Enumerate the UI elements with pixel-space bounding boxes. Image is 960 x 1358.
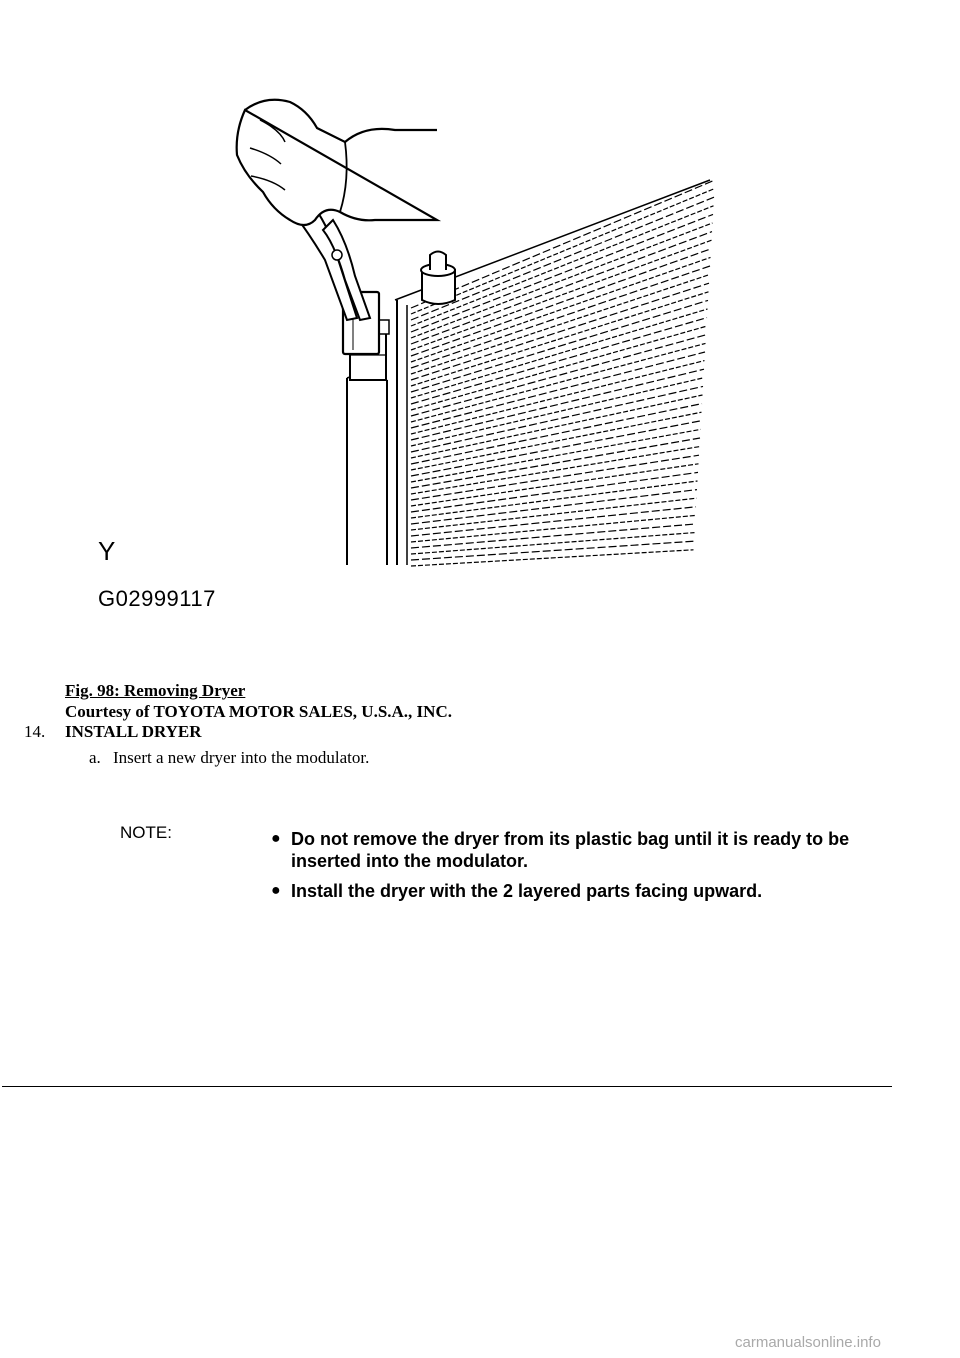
note-item-text: Do not remove the dryer from its plastic bag until it is ready to be inserted into the modulator. — [291, 829, 850, 871]
substep-text: Insert a new dryer into the modulator. — [113, 748, 370, 767]
procedure-substep — [89, 747, 369, 768]
bullet-icon: ● — [271, 830, 281, 847]
note-label: NOTE: — [120, 823, 172, 842]
figure-caption-title[interactable]: Fig. 98: Removing Dryer — [65, 681, 246, 700]
note-item-text: Install the dryer with the 2 layered parts facing upward. — [291, 881, 763, 901]
procedure-step — [24, 721, 202, 742]
note-item — [270, 828, 880, 872]
figure-caption — [65, 680, 452, 722]
note-list — [270, 828, 880, 910]
removing-dryer-illustration — [85, 80, 885, 620]
figure — [85, 80, 885, 620]
step-title: INSTALL DRYER — [65, 722, 202, 741]
note-item — [270, 880, 880, 902]
figure-courtesy: Courtesy of TOYOTA MOTOR SALES, U.S.A., INC. — [65, 702, 452, 721]
step-number: 14. — [24, 722, 46, 741]
figure-id: G02999117 — [98, 586, 216, 611]
figure-corner-label: Y — [98, 536, 116, 566]
footer-watermark: carmanualsonline.info — [735, 1334, 881, 1351]
bullet-icon: ● — [271, 882, 281, 899]
substep-letter: a. — [89, 748, 101, 767]
page-divider — [2, 1086, 892, 1087]
